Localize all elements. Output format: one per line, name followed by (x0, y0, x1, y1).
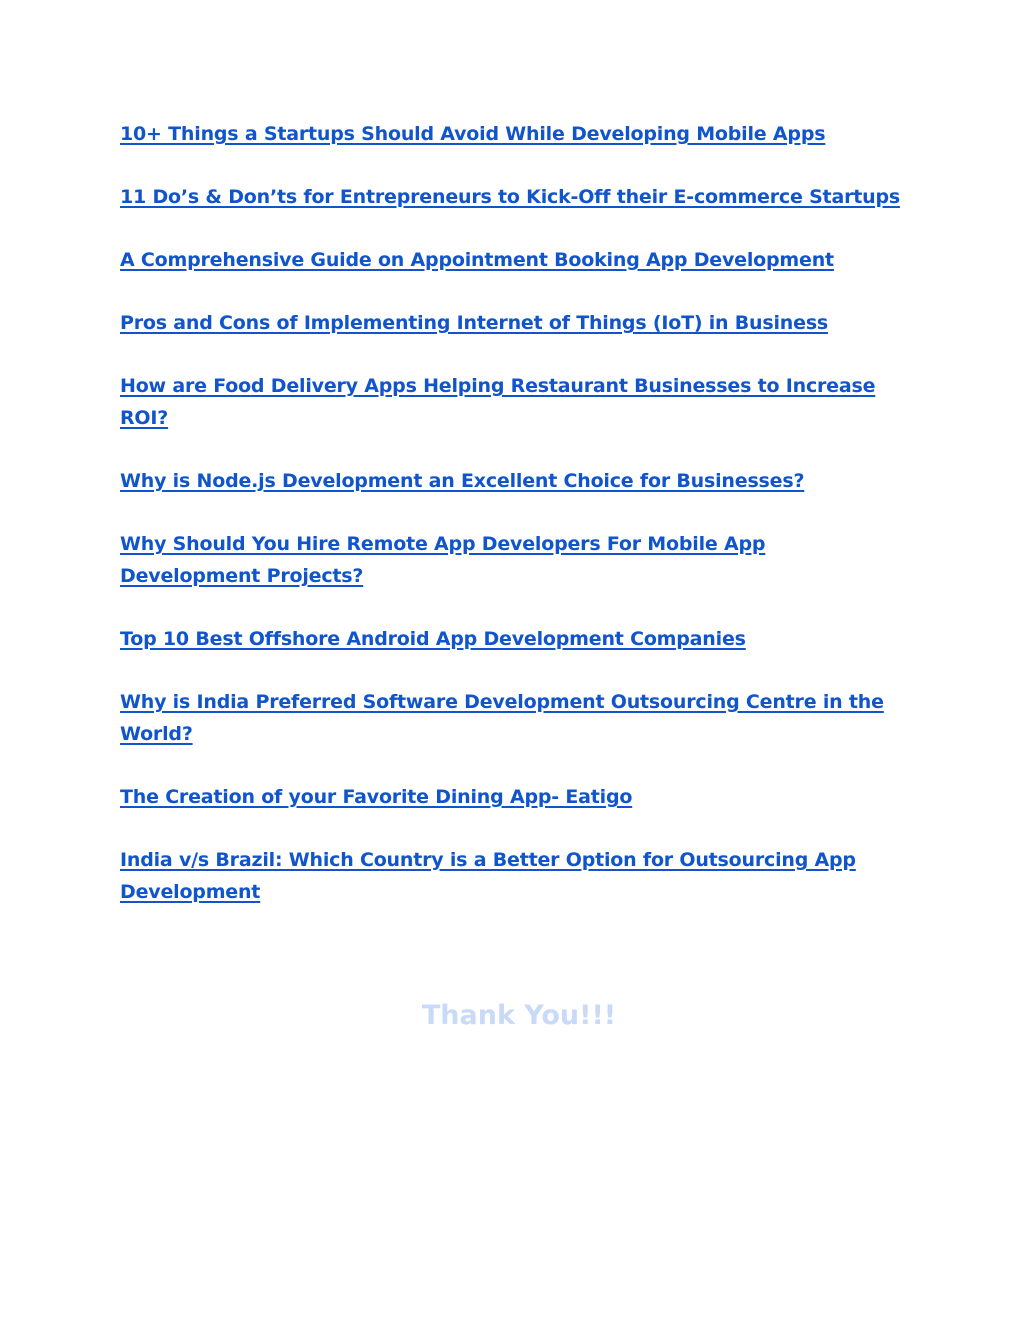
article-link[interactable]: The Creation of your Favorite Dining App- Eatigo (120, 786, 633, 808)
article-link[interactable]: Pros and Cons of Implementing Internet of Things (IoT) in Business (120, 312, 829, 334)
list-item (120, 528, 900, 592)
article-link[interactable]: A Comprehensive Guide on Appointment Booking App Development (120, 249, 834, 271)
list-item (120, 781, 900, 813)
list-item (120, 844, 900, 908)
list-item (120, 686, 900, 750)
article-link[interactable]: 11 Do’s & Don’ts for Entrepreneurs to Kick-Off their E-commerce Startups (120, 186, 900, 208)
article-link[interactable]: 10+ Things a Startups Should Avoid While Developing Mobile Apps (120, 123, 826, 145)
list-item (120, 370, 900, 434)
article-link[interactable]: Why Should You Hire Remote App Developers For Mobile App Development Projects? (120, 533, 766, 587)
list-item (120, 307, 900, 339)
article-link[interactable]: How are Food Delivery Apps Helping Restaurant Businesses to Increase ROI? (120, 375, 876, 429)
article-link-list (120, 118, 900, 939)
article-link[interactable]: India v/s Brazil: Which Country is a Better Option for Outsourcing App Development (120, 849, 856, 903)
thank-you-text: Thank You!!! (421, 1000, 617, 1031)
list-item (120, 465, 900, 497)
article-link[interactable]: Why is India Preferred Software Development Outsourcing Centre in the World? (120, 691, 884, 745)
article-link[interactable]: Why is Node.js Development an Excellent Choice for Businesses? (120, 470, 805, 492)
article-link[interactable]: Top 10 Best Offshore Android App Development Companies (120, 628, 746, 650)
list-item (120, 244, 900, 276)
list-item (120, 181, 900, 213)
list-item (120, 623, 900, 655)
list-item (120, 118, 900, 150)
